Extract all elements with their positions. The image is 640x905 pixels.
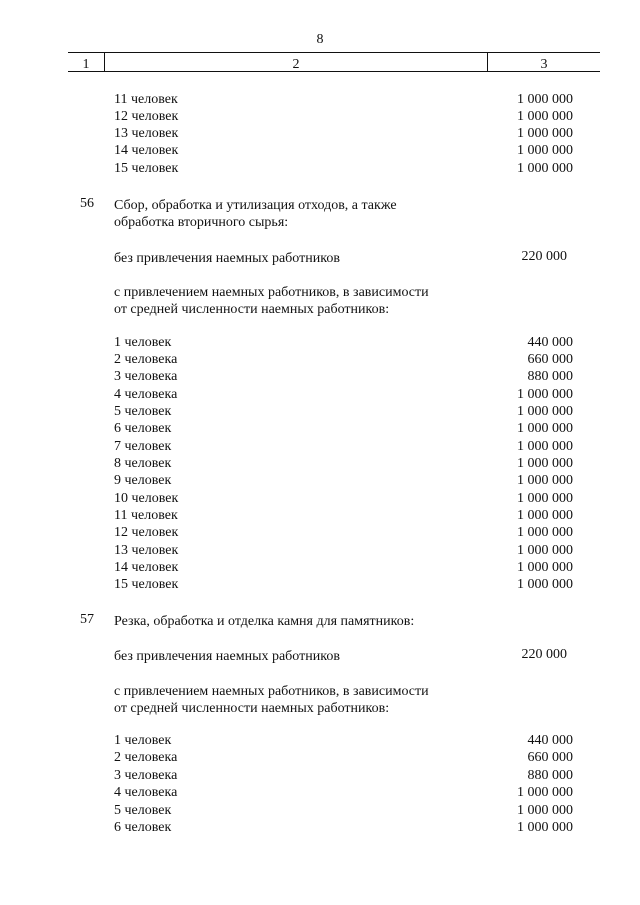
row-label: 14 человек (114, 560, 179, 575)
row-label: 2 человека (114, 352, 178, 367)
header-col-2: 2 (292, 57, 300, 72)
table-row (0, 544, 640, 561)
item-56-with-employees (114, 284, 429, 318)
table-row (0, 561, 640, 578)
item-56-no-employees-label: без привлечения наемных работников (114, 251, 340, 266)
row-value: 1 000 000 (517, 421, 573, 436)
row-label: 1 человек (114, 733, 172, 748)
row-value: 1 000 000 (517, 126, 573, 141)
item-56-with-employees-line-1: с привлечением наемных работников, в зависимости (114, 285, 429, 300)
row-label: 14 человек (114, 143, 179, 158)
item-number-57: 57 (80, 612, 94, 627)
row-value: 660 000 (527, 352, 573, 367)
item-number-56: 56 (80, 196, 94, 211)
table-row (0, 509, 640, 526)
row-value: 660 000 (527, 750, 573, 765)
table-row (0, 336, 640, 353)
row-value: 1 000 000 (517, 820, 573, 835)
row-value: 1 000 000 (517, 525, 573, 540)
table-row (0, 734, 640, 751)
table-row (0, 422, 640, 439)
row-label: 15 человек (114, 577, 179, 592)
item-57-with-employees-line-1: с привлечением наемных работников, в зависимости (114, 684, 429, 699)
table-row (0, 127, 640, 144)
row-value: 1 000 000 (517, 473, 573, 488)
item-56-no-employees-value: 220 000 (521, 249, 567, 264)
table-row (0, 144, 640, 161)
row-label: 12 человек (114, 525, 179, 540)
row-value: 880 000 (527, 768, 573, 783)
table-header (68, 52, 600, 72)
row-value: 1 000 000 (517, 456, 573, 471)
row-label: 7 человек (114, 439, 172, 454)
table-row (0, 405, 640, 422)
table-row (0, 769, 640, 786)
row-label: 5 человек (114, 404, 172, 419)
table-row (0, 440, 640, 457)
item-56-title-line-2: обработка вторичного сырья: (114, 215, 289, 230)
row-label: 3 человека (114, 369, 178, 384)
row-label: 6 человек (114, 421, 172, 436)
header-top-rule (68, 52, 600, 53)
page-number: 8 (316, 32, 324, 47)
table-row (0, 751, 640, 768)
row-value: 1 000 000 (517, 109, 573, 124)
row-label: 13 человек (114, 126, 179, 141)
table-row (0, 474, 640, 491)
item-57-with-employees-line-2: от средней численности наемных работников: (114, 701, 390, 716)
row-value: 880 000 (527, 369, 573, 384)
row-label: 10 человек (114, 491, 179, 506)
row-value: 1 000 000 (517, 143, 573, 158)
row-value: 1 000 000 (517, 161, 573, 176)
table-row (0, 804, 640, 821)
row-label: 1 человек (114, 335, 172, 350)
row-value: 1 000 000 (517, 491, 573, 506)
table-row (0, 162, 640, 179)
header-col-3: 3 (540, 57, 548, 72)
row-value: 1 000 000 (517, 560, 573, 575)
row-value: 1 000 000 (517, 577, 573, 592)
table-row (0, 821, 640, 838)
row-value: 1 000 000 (517, 803, 573, 818)
row-label: 9 человек (114, 473, 172, 488)
item-57-no-employees-value: 220 000 (521, 647, 567, 662)
table-row (0, 786, 640, 803)
row-label: 5 человек (114, 803, 172, 818)
row-value: 1 000 000 (517, 439, 573, 454)
item-56-with-employees-line-2: от средней численности наемных работников: (114, 302, 390, 317)
table-row (0, 93, 640, 110)
row-value: 1 000 000 (517, 92, 573, 107)
item-57-with-employees (114, 683, 429, 717)
row-label: 3 человека (114, 768, 178, 783)
row-label: 12 человек (114, 109, 179, 124)
row-value: 1 000 000 (517, 404, 573, 419)
table-row (0, 457, 640, 474)
row-value: 1 000 000 (517, 508, 573, 523)
table-row (0, 578, 640, 595)
row-value: 440 000 (527, 335, 573, 350)
row-value: 1 000 000 (517, 543, 573, 558)
row-label: 15 человек (114, 161, 179, 176)
table-row (0, 353, 640, 370)
item-57-no-employees-label: без привлечения наемных работников (114, 649, 340, 664)
table-row (0, 526, 640, 543)
item-56-title-line-1: Сбор, обработка и утилизация отходов, а также (114, 198, 397, 213)
row-label: 4 человека (114, 387, 178, 402)
item-56-title (114, 197, 397, 231)
row-label: 11 человек (114, 508, 178, 523)
row-label: 8 человек (114, 456, 172, 471)
row-label: 11 человек (114, 92, 178, 107)
row-label: 2 человека (114, 750, 178, 765)
row-label: 13 человек (114, 543, 179, 558)
row-label: 4 человека (114, 785, 178, 800)
row-value: 1 000 000 (517, 387, 573, 402)
header-col-1: 1 (82, 57, 90, 72)
row-value: 1 000 000 (517, 785, 573, 800)
item-57-title: Резка, обработка и отделка камня для памятников: (114, 614, 415, 629)
row-value: 440 000 (527, 733, 573, 748)
table-row (0, 370, 640, 387)
table-row (0, 110, 640, 127)
table-row (0, 388, 640, 405)
row-label: 6 человек (114, 820, 172, 835)
table-row (0, 492, 640, 509)
